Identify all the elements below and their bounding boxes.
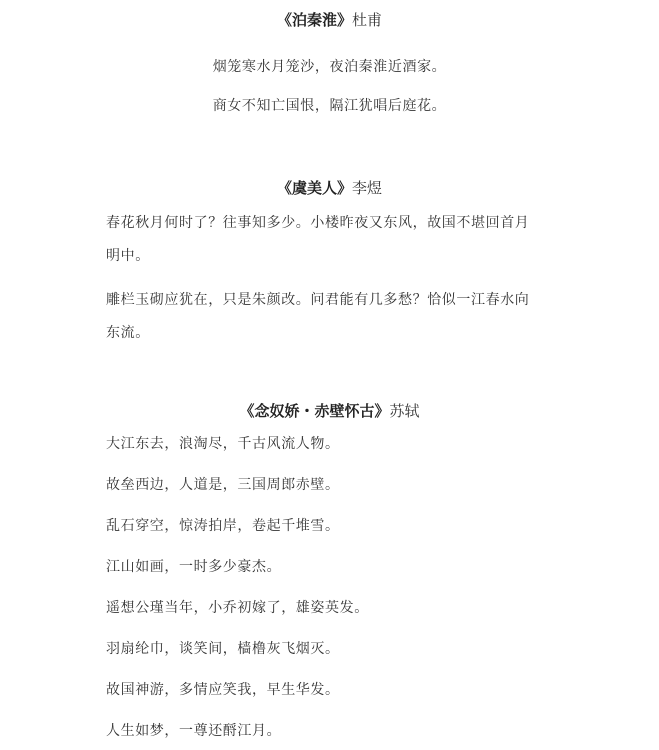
poem-line: 雕栏玉砌应犹在，只是朱颜改。问君能有几多愁？恰似一江春水向 bbox=[106, 292, 530, 308]
poem-line: 江山如画，一时多少豪杰。 bbox=[106, 559, 282, 575]
poem-line: 商女不知亡国恨，隔江犹唱后庭花。 bbox=[212, 98, 447, 114]
poem-author: 苏轼 bbox=[389, 402, 420, 420]
poem-title-text: 《泊秦淮》 bbox=[276, 11, 352, 29]
poem-line: 明中。 bbox=[106, 248, 150, 264]
poem-title-text: 《念奴娇・赤壁怀古》 bbox=[239, 402, 390, 420]
poem-title-text: 《虞美人》 bbox=[276, 179, 352, 197]
poem-title-bo-qin-huai bbox=[0, 10, 659, 30]
poem-line: 故国神游，多情应笑我，早生华发。 bbox=[106, 682, 340, 698]
poem-title-nian-nu-jiao bbox=[0, 401, 659, 421]
poem-line: 春花秋月何时了？往事知多少。小楼昨夜又东风，故国不堪回首月 bbox=[106, 215, 530, 231]
poem-line: 遥想公瑾当年，小乔初嫁了，雄姿英发。 bbox=[106, 600, 369, 616]
poem-line: 大江东去，浪淘尽，千古风流人物。 bbox=[106, 436, 340, 452]
poem-line: 乱石穿空，惊涛拍岸，卷起千堆雪。 bbox=[106, 518, 340, 534]
poem-line: 人生如梦，一尊还酹江月。 bbox=[106, 723, 282, 739]
poem-line: 故垒西边，人道是，三国周郎赤壁。 bbox=[106, 477, 340, 493]
poem-author: 李煜 bbox=[352, 179, 383, 197]
poem-author: 杜甫 bbox=[352, 11, 383, 29]
poem-title-yu-mei-ren bbox=[0, 178, 659, 198]
poem-line: 羽扇纶巾，谈笑间，樯橹灰飞烟灭。 bbox=[106, 641, 340, 657]
poem-line: 烟笼寒水月笼沙，夜泊秦淮近酒家。 bbox=[212, 59, 447, 75]
poem-line: 东流。 bbox=[106, 325, 150, 341]
